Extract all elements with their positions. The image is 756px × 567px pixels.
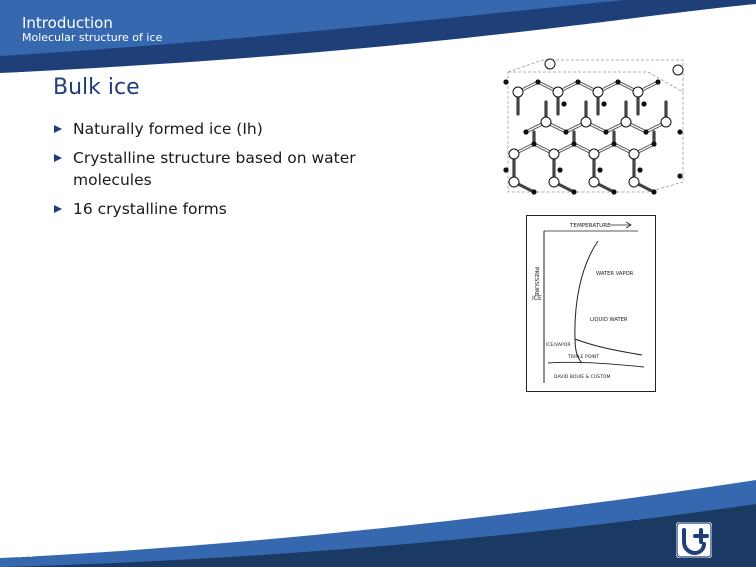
section-title: Introduction [22,14,113,32]
ice-vapor-note: ICE/VAPOR [546,343,571,348]
frame-title: Bulk ice [53,75,140,100]
pressure-axis-label: PRESSURE [533,267,539,297]
bullet-text: 16 crystalline forms [73,200,227,218]
bullet-list [52,118,382,227]
list-item [52,118,382,140]
ice-lattice-diagram [498,52,690,202]
list-item [52,198,382,220]
bullet-text: Naturally formed ice (Ih) [73,120,263,138]
footer-band [0,480,756,567]
phase-diagram [526,215,656,392]
vapor-region-label: WATER VAPOR [596,271,634,277]
subsection-title: Molecular structure of ice [22,31,163,44]
page-number: 17/36 [8,550,34,560]
ice-region-label: ICE [532,295,542,302]
bullet-arrow-icon [54,154,62,162]
triple-point-note: TRIPLE POINT [568,355,600,360]
bullet-arrow-icon [54,205,62,213]
university-logo-icon [676,522,712,558]
list-item [52,147,382,191]
bullet-arrow-icon [54,125,62,133]
temperature-axis-label: TEMPERATURE [570,223,611,229]
bullet-text: Crystalline structure based on water molecules [73,149,356,189]
credit-note: DAVID BOUIE & CUSTOM [554,375,611,380]
liquid-region-label: LIQUID WATER [590,317,628,323]
